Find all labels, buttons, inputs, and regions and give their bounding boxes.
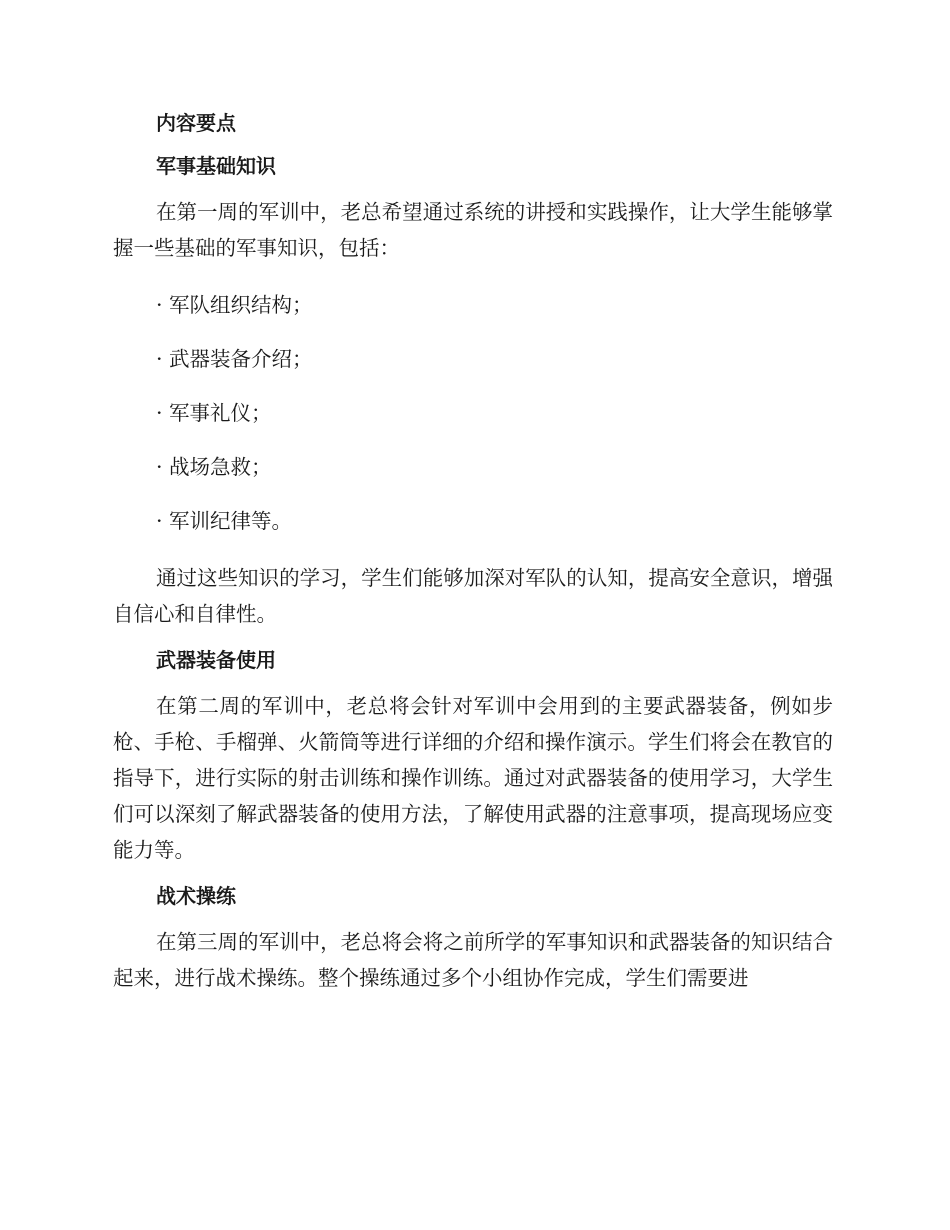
document-page — [113, 108, 833, 996]
section-heading-tactical-drill: 战术操练 — [156, 884, 236, 908]
section-heading-military-basics: 军事基础知识 — [156, 154, 276, 178]
bullet-item: · 军队组织结构； — [156, 293, 313, 317]
bullet-item: · 军训纪律等。 — [156, 509, 293, 533]
paragraph-week1: 在第一周的军训中，老总希望通过系统的讲授和实践操作，让大学生能够掌握一些基础的军事知识，包括： — [113, 200, 833, 260]
section-title-content-points: 内容要点 — [156, 111, 236, 135]
bullet-item: · 军事礼仪； — [156, 401, 272, 425]
section-heading-weapons-usage: 武器装备使用 — [156, 648, 276, 672]
paragraph-learning-outcome: 通过这些知识的学习，学生们能够加深对军队的认知，提高安全意识，增强自信心和自律性。 — [113, 566, 833, 626]
bullet-item: · 战场急救； — [156, 455, 272, 479]
paragraph-week2: 在第二周的军训中，老总将会针对军训中会用到的主要武器装备，例如步枪、手枪、手榴弹、火箭筒等进行详细的介绍和操作演示。学生们将会在教官的指导下，进行实际的射击训练和操作训练。通过对武器装备的使用学习，大学生们可以深刻了解武器装备的使用方法，了解使用武器的注意事项，提高现场应变能力等。 — [113, 694, 833, 862]
paragraph-week3: 在第三周的军训中，老总将会将之前所学的军事知识和武器装备的知识结合起来，进行战术操练。整个操练通过多个小组协作完成，学生们需要进 — [113, 930, 833, 990]
bullet-item: · 武器装备介绍； — [156, 347, 313, 371]
